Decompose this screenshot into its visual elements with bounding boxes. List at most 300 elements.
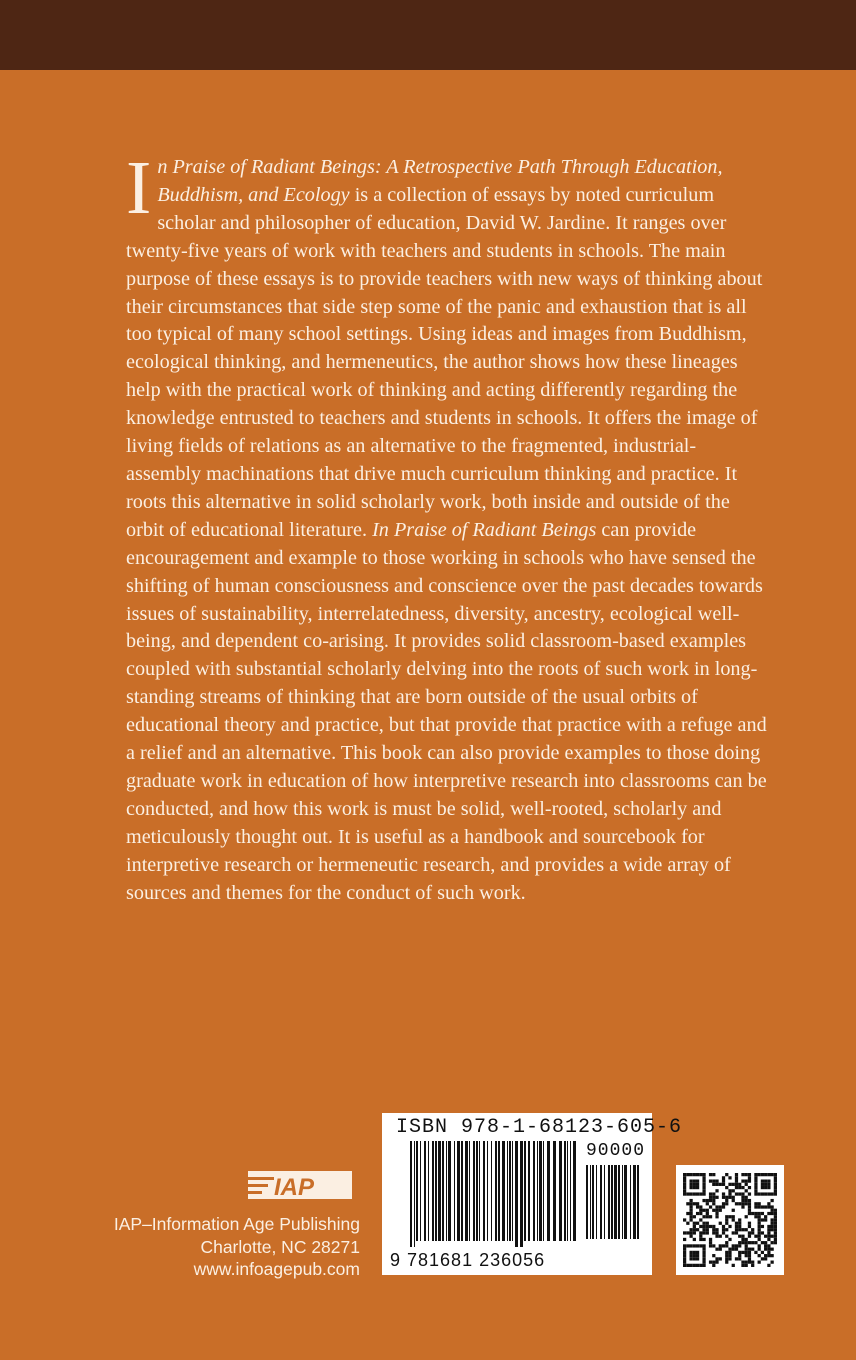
barcode-bar: [520, 1141, 523, 1247]
qr-module: [764, 1205, 767, 1208]
barcode-bar: [432, 1141, 434, 1241]
qr-module: [735, 1225, 738, 1228]
qr-module: [758, 1173, 761, 1176]
qr-module: [725, 1251, 728, 1254]
qr-module: [751, 1241, 754, 1244]
qr-module: [732, 1209, 735, 1212]
qr-module: [702, 1199, 705, 1202]
qr-module: [725, 1218, 728, 1221]
qr-module: [735, 1192, 738, 1195]
qr-module: [702, 1238, 705, 1241]
qr-module: [761, 1173, 764, 1176]
qr-module: [735, 1202, 738, 1205]
qr-module: [689, 1209, 692, 1212]
barcode-bar: [533, 1141, 535, 1241]
qr-module: [741, 1228, 744, 1231]
barcode-bar: [512, 1141, 513, 1241]
barcode-bar: [479, 1141, 480, 1241]
barcode-bar: [476, 1141, 478, 1241]
qr-module: [712, 1202, 715, 1205]
qr-module: [689, 1235, 692, 1238]
qr-module: [728, 1183, 731, 1186]
qr-module: [715, 1183, 718, 1186]
qr-module: [702, 1248, 705, 1251]
qr-module: [738, 1202, 741, 1205]
qr-module: [735, 1248, 738, 1251]
qr-module: [712, 1261, 715, 1264]
qr-module: [696, 1192, 699, 1195]
barcode-bar: [495, 1141, 497, 1241]
qr-module: [696, 1212, 699, 1215]
qr-module: [712, 1254, 715, 1257]
qr-module: [774, 1209, 777, 1212]
qr-module: [706, 1199, 709, 1202]
qr-module: [754, 1212, 757, 1215]
qr-module: [715, 1189, 718, 1192]
addon-barcode-icon: [586, 1165, 642, 1245]
qr-module: [689, 1202, 692, 1205]
qr-module: [725, 1235, 728, 1238]
barcode-bar: [420, 1141, 421, 1241]
qr-module: [761, 1231, 764, 1234]
qr-module: [748, 1225, 751, 1228]
barcode-bar: [539, 1141, 542, 1241]
qr-module: [741, 1251, 744, 1254]
qr-module: [683, 1257, 686, 1260]
qr-module: [751, 1212, 754, 1215]
qr-module: [689, 1183, 692, 1186]
qr-module: [693, 1222, 696, 1225]
qr-module: [767, 1192, 770, 1195]
qr-module: [693, 1173, 696, 1176]
qr-module: [764, 1241, 767, 1244]
qr-module: [699, 1231, 702, 1234]
qr-module: [745, 1241, 748, 1244]
qr-module: [771, 1209, 774, 1212]
qr-module: [699, 1264, 702, 1267]
barcode-bar: [618, 1165, 620, 1239]
qr-module: [764, 1215, 767, 1218]
qr-module: [693, 1238, 696, 1241]
qr-module: [725, 1196, 728, 1199]
qr-module: [764, 1218, 767, 1221]
qr-module: [745, 1183, 748, 1186]
qr-module: [738, 1251, 741, 1254]
barcode-bar: [630, 1165, 631, 1239]
qr-module: [696, 1222, 699, 1225]
qr-module: [767, 1254, 770, 1257]
qr-module: [771, 1218, 774, 1221]
qr-module: [745, 1238, 748, 1241]
qr-module: [689, 1251, 692, 1254]
qr-module: [758, 1202, 761, 1205]
qr-module: [728, 1176, 731, 1179]
qr-module: [745, 1215, 748, 1218]
qr-module: [706, 1202, 709, 1205]
barcode-bar: [469, 1141, 470, 1241]
qr-module: [738, 1244, 741, 1247]
qr-module: [741, 1179, 744, 1182]
qr-module: [767, 1244, 770, 1247]
barcode-icon: [410, 1141, 578, 1251]
qr-module: [745, 1248, 748, 1251]
barcode-bar: [524, 1141, 526, 1241]
qr-module: [709, 1205, 712, 1208]
barcode-bar: [614, 1165, 617, 1239]
qr-module: [735, 1183, 738, 1186]
qr-module: [761, 1212, 764, 1215]
qr-module: [767, 1225, 770, 1228]
qr-module: [774, 1212, 777, 1215]
qr-module: [735, 1179, 738, 1182]
qr-module: [738, 1186, 741, 1189]
qr-module: [774, 1228, 777, 1231]
qr-module: [754, 1235, 757, 1238]
qr-module: [764, 1179, 767, 1182]
ean-digits: 9 781681 236056: [390, 1250, 546, 1270]
qr-module: [702, 1254, 705, 1257]
qr-module: [699, 1192, 702, 1195]
qr-module: [751, 1248, 754, 1251]
qr-module: [709, 1215, 712, 1218]
logo-text: IAP: [274, 1174, 315, 1201]
qr-module: [728, 1189, 731, 1192]
qr-module: [696, 1183, 699, 1186]
qr-module: [725, 1222, 728, 1225]
qr-module: [732, 1189, 735, 1192]
price-code: 90000: [586, 1141, 646, 1161]
qr-module: [728, 1251, 731, 1254]
qr-module: [738, 1228, 741, 1231]
barcode-bar: [487, 1141, 488, 1241]
qr-module: [764, 1244, 767, 1247]
qr-module: [735, 1222, 738, 1225]
qr-module: [748, 1212, 751, 1215]
qr-module: [719, 1205, 722, 1208]
barcode-bar: [498, 1141, 500, 1241]
qr-module: [696, 1228, 699, 1231]
qr-module: [709, 1261, 712, 1264]
qr-module: [712, 1173, 715, 1176]
qr-module: [771, 1248, 774, 1251]
qr-module: [758, 1212, 761, 1215]
qr-module: [693, 1215, 696, 1218]
qr-module: [741, 1235, 744, 1238]
qr-module: [774, 1218, 777, 1221]
qr-module: [709, 1173, 712, 1176]
qr-module: [748, 1209, 751, 1212]
qr-module: [735, 1173, 738, 1176]
qr-module: [738, 1222, 741, 1225]
barcode-bar: [547, 1141, 550, 1241]
qr-module: [728, 1238, 731, 1241]
qr-module: [738, 1192, 741, 1195]
qr-module: [699, 1218, 702, 1221]
qr-module: [706, 1225, 709, 1228]
barcode-bar: [410, 1141, 412, 1247]
qr-module: [696, 1205, 699, 1208]
qr-module: [725, 1202, 728, 1205]
qr-module: [758, 1218, 761, 1221]
qr-module: [725, 1257, 728, 1260]
qr-module: [767, 1238, 770, 1241]
qr-module: [728, 1248, 731, 1251]
qr-module: [725, 1241, 728, 1244]
qr-module: [728, 1196, 731, 1199]
drop-cap: I: [126, 146, 152, 230]
qr-module: [683, 1231, 686, 1234]
qr-module: [748, 1202, 751, 1205]
qr-module: [683, 1192, 686, 1195]
qr-module: [702, 1251, 705, 1254]
qr-module: [771, 1261, 774, 1264]
qr-module: [719, 1209, 722, 1212]
qr-module: [696, 1173, 699, 1176]
qr-module: [689, 1186, 692, 1189]
qr-module: [693, 1225, 696, 1228]
qr-module: [699, 1235, 702, 1238]
qr-module: [702, 1225, 705, 1228]
qr-module: [748, 1179, 751, 1182]
qr-module: [764, 1173, 767, 1176]
barcode-bar: [611, 1165, 613, 1239]
qr-module: [712, 1225, 715, 1228]
qr-module: [712, 1231, 715, 1234]
publisher-info: [60, 1213, 360, 1281]
publisher-name: IAP–Information Age Publishing: [113, 1214, 360, 1234]
qr-module: [699, 1225, 702, 1228]
qr-module: [709, 1179, 712, 1182]
qr-module: [758, 1244, 761, 1247]
qr-module: [725, 1244, 728, 1247]
qr-module: [758, 1192, 761, 1195]
qr-module: [709, 1244, 712, 1247]
qr-module: [771, 1241, 774, 1244]
qr-module: [741, 1186, 744, 1189]
qr-module: [725, 1215, 728, 1218]
qr-module: [702, 1189, 705, 1192]
barcode-bar: [465, 1141, 468, 1241]
barcode-bar: [570, 1141, 571, 1241]
qr-module: [748, 1186, 751, 1189]
qr-module: [715, 1248, 718, 1251]
qr-module: [748, 1222, 751, 1225]
qr-module: [735, 1257, 738, 1260]
qr-module: [758, 1231, 761, 1234]
barcode-bar: [416, 1141, 418, 1241]
qr-module: [732, 1215, 735, 1218]
barcode-bar: [438, 1141, 441, 1241]
qr-module: [764, 1248, 767, 1251]
qr-module: [709, 1199, 712, 1202]
qr-module: [738, 1235, 741, 1238]
qr-module: [683, 1244, 686, 1247]
qr-module: [712, 1196, 715, 1199]
qr-module: [761, 1218, 764, 1221]
barcode-bar: [608, 1165, 610, 1239]
back-cover-blurb: [126, 146, 770, 907]
qr-module: [758, 1225, 761, 1228]
qr-module: [722, 1244, 725, 1247]
qr-module: [699, 1205, 702, 1208]
barcode-bar: [507, 1141, 508, 1241]
qr-module: [754, 1179, 757, 1182]
qr-module: [696, 1186, 699, 1189]
barcode-bar: [424, 1141, 426, 1241]
qr-module: [719, 1244, 722, 1247]
barcode-bar: [624, 1165, 627, 1239]
qr-module: [719, 1235, 722, 1238]
qr-module: [693, 1179, 696, 1182]
qr-module: [774, 1179, 777, 1182]
qr-module: [745, 1251, 748, 1254]
qr-module: [761, 1205, 764, 1208]
qr-module: [754, 1241, 757, 1244]
qr-module: [758, 1254, 761, 1257]
qr-module: [715, 1205, 718, 1208]
qr-module: [758, 1248, 761, 1251]
qr-module: [722, 1225, 725, 1228]
barcode-bar: [442, 1141, 444, 1241]
qr-module: [696, 1254, 699, 1257]
qr-module: [696, 1179, 699, 1182]
qr-module: [689, 1179, 692, 1182]
barcode-bar: [515, 1141, 518, 1247]
qr-module: [754, 1189, 757, 1192]
qr-module: [683, 1264, 686, 1267]
qr-module: [706, 1215, 709, 1218]
qr-module: [689, 1205, 692, 1208]
qr-module: [745, 1189, 748, 1192]
qr-module: [774, 1238, 777, 1241]
barcode-bar: [586, 1165, 588, 1239]
qr-module: [741, 1261, 744, 1264]
qr-module: [745, 1179, 748, 1182]
qr-module: [706, 1228, 709, 1231]
qr-module: [738, 1183, 741, 1186]
barcode-bar: [528, 1141, 530, 1241]
qr-module: [689, 1228, 692, 1231]
barcode-bar: [502, 1141, 505, 1241]
qr-module: [699, 1238, 702, 1241]
qr-module: [748, 1199, 751, 1202]
qr-module: [709, 1196, 712, 1199]
qr-module: [735, 1244, 738, 1247]
qr-module: [728, 1225, 731, 1228]
barcode-bar: [590, 1165, 591, 1239]
qr-module: [696, 1202, 699, 1205]
qr-module: [748, 1257, 751, 1260]
qr-module: [774, 1231, 777, 1234]
barcode-bar: [564, 1141, 566, 1241]
qr-module: [745, 1244, 748, 1247]
qr-module: [709, 1225, 712, 1228]
qr-module: [709, 1241, 712, 1244]
qr-module: [761, 1183, 764, 1186]
qr-module: [771, 1199, 774, 1202]
qr-module: [706, 1209, 709, 1212]
qr-module: [751, 1264, 754, 1267]
qr-module: [735, 1186, 738, 1189]
qr-module: [754, 1205, 757, 1208]
qr-module: [767, 1264, 770, 1267]
book-title-italic: n Praise of Radiant Beings: A Retrospective Path Through Education, Buddhism, and Ecology: [157, 156, 723, 206]
qr-module: [774, 1222, 777, 1225]
book-title-italic-2: In Praise of Radiant Beings: [372, 518, 597, 541]
qr-module: [725, 1186, 728, 1189]
qr-module: [689, 1231, 692, 1234]
qr-module: [693, 1183, 696, 1186]
qr-module: [702, 1231, 705, 1234]
qr-module: [722, 1179, 725, 1182]
qr-module: [761, 1192, 764, 1195]
qr-module: [702, 1209, 705, 1212]
qr-module: [709, 1238, 712, 1241]
qr-module: [767, 1186, 770, 1189]
iap-logo-icon: [244, 1165, 360, 1205]
qr-module: [722, 1228, 725, 1231]
qr-module: [748, 1205, 751, 1208]
qr-module: [764, 1192, 767, 1195]
qr-module: [748, 1176, 751, 1179]
qr-module: [735, 1176, 738, 1179]
qr-module: [719, 1257, 722, 1260]
qr-module: [748, 1231, 751, 1234]
qr-module: [767, 1202, 770, 1205]
qr-module: [722, 1231, 725, 1234]
qr-module: [748, 1261, 751, 1264]
barcode-bar: [559, 1141, 562, 1241]
qr-module: [741, 1241, 744, 1244]
qr-module: [683, 1261, 686, 1264]
qr-module: [741, 1196, 744, 1199]
qr-module: [761, 1225, 764, 1228]
qr-module: [774, 1225, 777, 1228]
qr-module: [686, 1173, 689, 1176]
qr-module: [725, 1199, 728, 1202]
qr-module: [728, 1257, 731, 1260]
publisher-website: www.infoagepub.com: [193, 1259, 360, 1279]
qr-module: [722, 1192, 725, 1195]
barcode-bar: [454, 1141, 455, 1241]
qr-module: [774, 1173, 777, 1176]
qr-module: [774, 1183, 777, 1186]
isbn-barcode: [382, 1113, 683, 1275]
qr-module: [748, 1254, 751, 1257]
qr-module: [719, 1248, 722, 1251]
barcode-bar: [543, 1141, 544, 1241]
qr-module: [771, 1205, 774, 1208]
qr-module: [754, 1192, 757, 1195]
qr-module: [767, 1205, 770, 1208]
qr-module: [741, 1173, 744, 1176]
qr-module: [774, 1186, 777, 1189]
qr-module: [689, 1254, 692, 1257]
barcode-bar: [457, 1141, 460, 1241]
blurb-text-part2: can provide encouragement and example to those working in schools who have sensed the shifting of human consciousness and conscience over the past decades towards issues of sustainability, interrelatedness, diversity, ancestry, ecological well-being, and dependent co-arising. It provides solid classroom-based examples coupled with substantial scholarly delving into the roots of such work in long-standing streams of thinking that are born outside of the usual orbits of educational theory and practice, but that provide that practice with a refuge and a relief and an alternative. This book can also provide examples to those doing graduate work in education of how interpretive research into classrooms can be conducted, and how this work is must be solid, well-rooted, scholarly and meticulously thought out. It is useful as a handbook and sourcebook for interpretive research or hermeneutic research, and provides a wide array of sources and themes for the conduct of such work.: [126, 518, 767, 904]
barcode-bar: [553, 1141, 556, 1241]
qr-module: [732, 1218, 735, 1221]
qr-module: [715, 1215, 718, 1218]
qr-module: [699, 1209, 702, 1212]
qr-module: [754, 1251, 757, 1254]
qr-module: [741, 1205, 744, 1208]
barcode-bar: [622, 1165, 623, 1239]
qr-module: [761, 1251, 764, 1254]
barcode-bar: [592, 1165, 594, 1239]
qr-module: [764, 1235, 767, 1238]
qr-module: [722, 1196, 725, 1199]
